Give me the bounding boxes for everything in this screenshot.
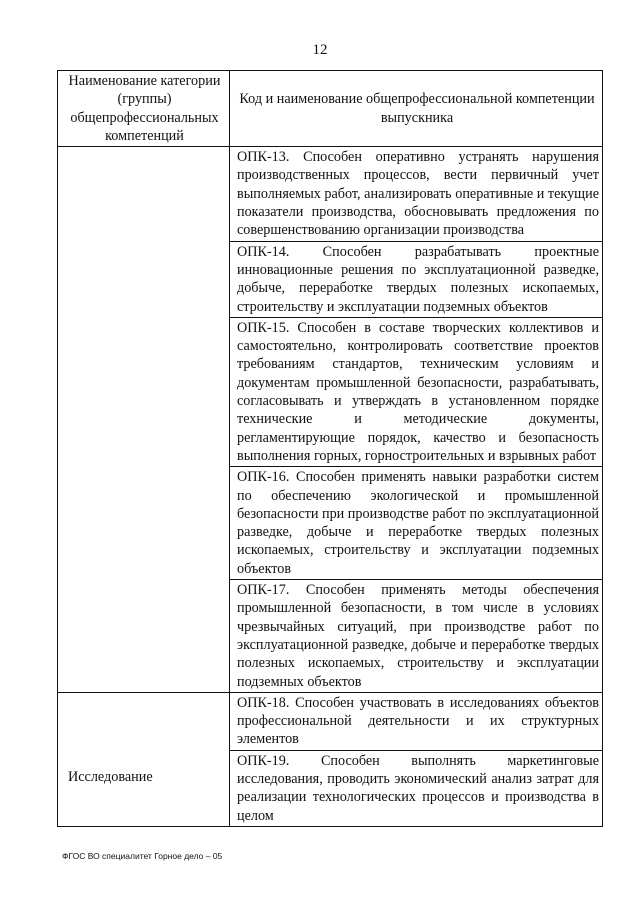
header-category: Наименование категории (группы) общепрофессиональных компетенций (58, 71, 230, 147)
competence-cell-opk17: ОПК-17. Способен применять методы обеспечения промышленной безопасности, в том числе в условиях чрезвычайных ситуаций, при производстве работ по эксплуатационной разведке, добыче и переработке твердых полезных ископаемых, строительству и эксплуатации подземных объектов (230, 580, 603, 693)
competence-cell-opk13: ОПК-13. Способен оперативно устранять нарушения производственных процессов, вести первичный учет выполняемых работ, анализировать оперативные и текущие показатели производства, обосновывать предложения по совершенствованию организации производства (230, 147, 603, 241)
competence-cell-opk14: ОПК-14. Способен разрабатывать проектные инновационные решения по эксплуатационной разведке, добыче, переработке твердых полезных ископаемых, строительству и эксплуатации подземных объектов (230, 241, 603, 317)
header-competence: Код и наименование общепрофессиональной компетенции выпускника (230, 71, 603, 147)
category-cell-research: Исследование (58, 692, 230, 826)
page-footer: ФГОС ВО специалитет Горное дело – 05 (62, 851, 223, 861)
competence-cell-opk19: ОПК-19. Способен выполнять маркетинговые исследования, проводить экономический анализ затрат для реализации технологических процессов и производства в целом (230, 750, 603, 826)
category-cell-empty (58, 147, 230, 693)
competence-cell-opk15: ОПК-15. Способен в составе творческих коллективов и самостоятельно, контролировать соответствие проектов требованиям стандартов, техническим условиям и документам промышленной безопасности, разрабатывать, согласовывать и утверждать в установленном порядке технические и методические документы, регламентирующие порядок, качество и безопасность выполнения горных, горностроительных и взрывных работ (230, 317, 603, 466)
table-row (58, 692, 603, 750)
competencies-table (57, 70, 603, 827)
table-row (58, 147, 603, 241)
competence-cell-opk18: ОПК-18. Способен участвовать в исследованиях объектов профессиональной деятельности и их структурных элементов (230, 692, 603, 750)
competence-cell-opk16: ОПК-16. Способен применять навыки разработки систем по обеспечению экологической и промышленной безопасности при производстве работ по эксплуатационной разведке, добыче и переработке твердых полезных ископаемых, строительству и эксплуатации подземных объектов (230, 467, 603, 580)
table-header-row (58, 71, 603, 147)
page-number: 12 (312, 42, 328, 58)
